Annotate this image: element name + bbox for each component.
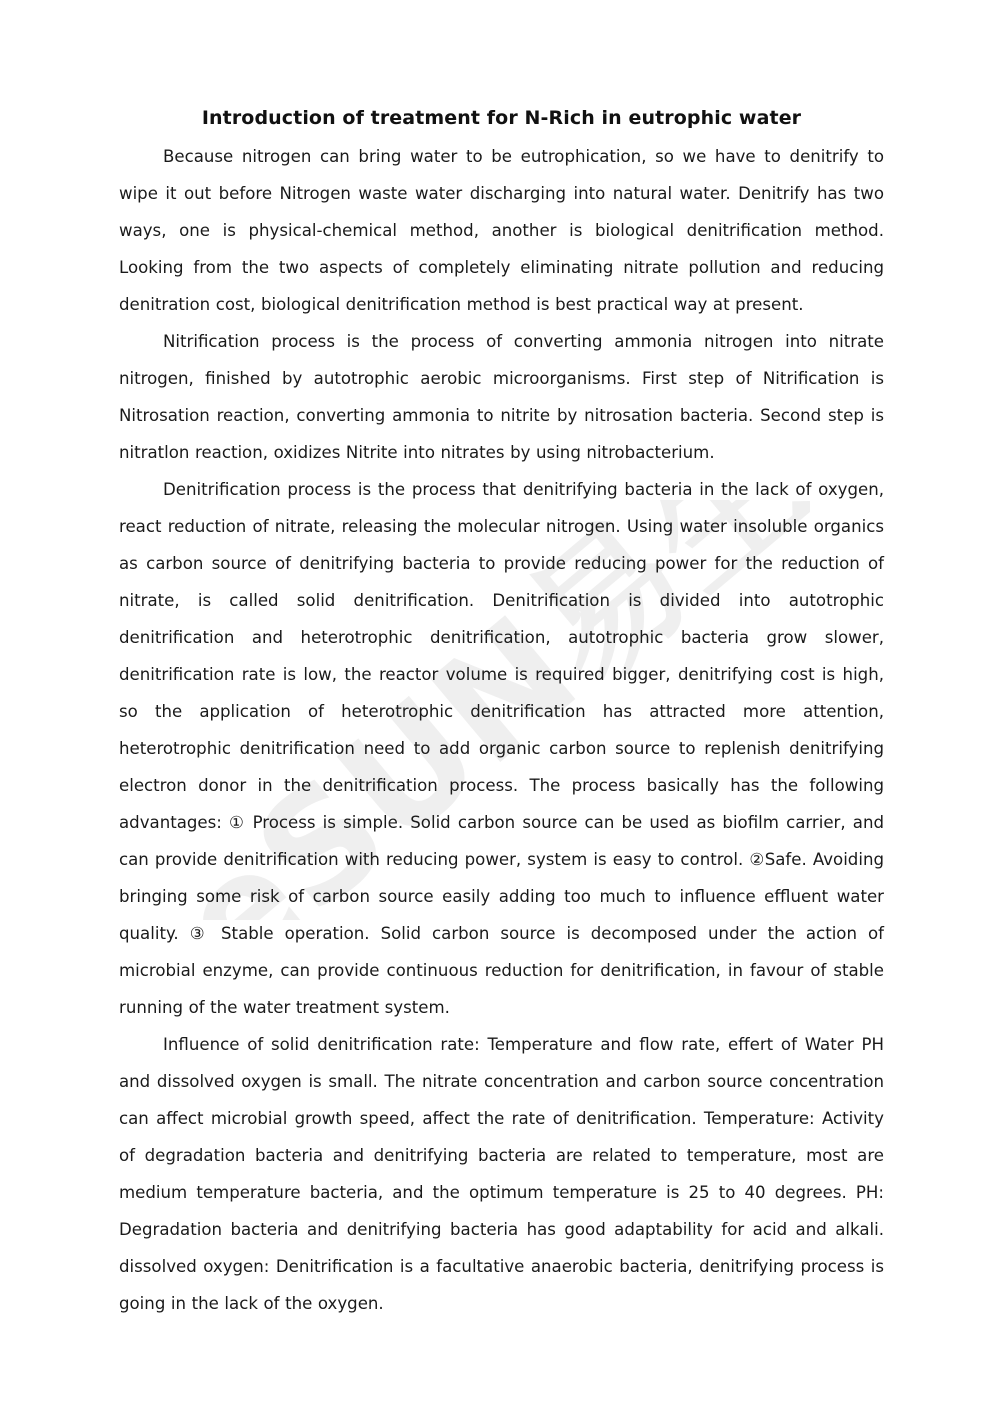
document-title: Introduction of treatment for N-Rich in eutrophic water <box>201 107 802 129</box>
paragraph-influence-factors: Influence of solid denitrification rate: Temperature and flow rate, effert of Water PH and dissolved oxygen is small. The nitrate concentration and carbon source concentration can affect microbial growth speed, affect the rate of denitrification. Temperature: Activity of degradation bacteria and denitrifying bacteria are related to temperature, most are medium temperature bacteria, and the optimum temperature is 25 to 40 degrees. PH: Degradation bacteria and denitrifying bacteria has good adaptability for acid and alkali. dissolved oxygen: Denitrification is a facultative anaerobic bacteria, denitrifying process is going in the lack of the oxygen. <box>119 1035 884 1313</box>
paragraph-nitrification: Nitrification process is the process of converting ammonia nitrogen into nitrate nitrogen, finished by autotrophic aerobic microorganisms. First step of Nitrification is Nitrosation reaction, converting ammonia to nitrite by nitrosation bacteria. Second step is nitratlon reaction, oxidizes Nitrite into nitrates by using nitrobacterium. <box>119 332 884 462</box>
paragraph-nitrogen-overview: Because nitrogen can bring water to be eutrophication, so we have to denitrify to wipe it out before Nitrogen waste water discharging into natural water. Denitrify has two ways, one is physical-chemical method, another is biological denitrification method. Looking from the two aspects of completely eliminating nitrate pollution and reducing denitration cost, biological denitrification method is best practical way at present. <box>119 147 884 314</box>
document-page <box>119 102 884 1322</box>
watermark-text: eSUN易生 <box>190 500 810 920</box>
paragraph-denitrification: Denitrification process is the process that denitrifying bacteria in the lack of oxygen, react reduction of nitrate, releasing the molecular nitrogen. Using water insoluble organics as carbon source of denitrifying bacteria to provide reducing power for the reduction of nitrate, is called solid denitrification. Denitrification is divided into autotrophic denitrification and heterotrophic denitrification, autotrophic bacteria grow slower, denitrification rate is low, the reactor volume is required bigger, denitrifying cost is high, so the application of heterotrophic denitrification has attracted more attention, heterotrophic denitrification need to add organic carbon source to replenish denitrifying electron donor in the denitrification process. The process basically has the following advantages: ① Process is simple. Solid carbon source can be used as biofilm carrier, and can provide denitrification with reducing power, system is easy to control. ②Safe. Avoiding bringing some risk of carbon source easily adding too much to influence effluent water quality. ③ Stable operation. Solid carbon source is decomposed under the action of microbial enzyme, can provide continuous reduction for denitrification, in favour of stable running of the water treatment system. <box>119 480 884 1017</box>
